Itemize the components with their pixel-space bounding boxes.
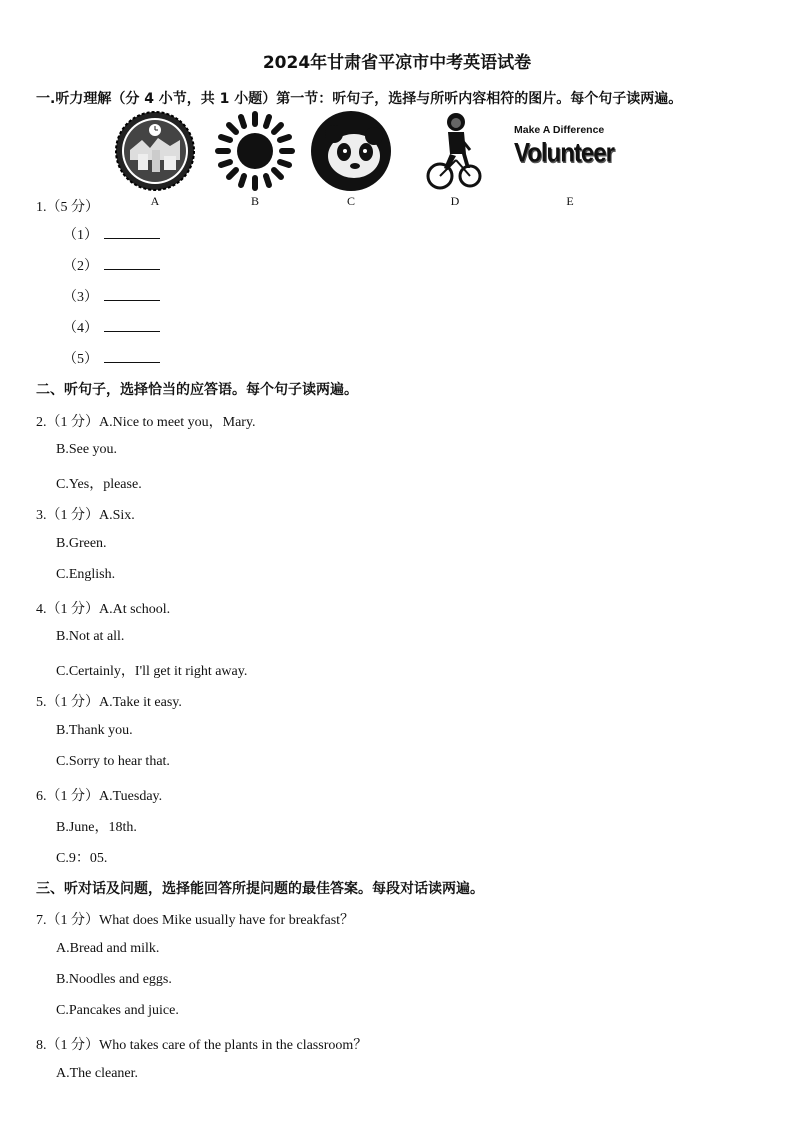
question-6-stem: 6.（1 分）A.Tuesday. (36, 789, 163, 804)
logo-tagline: Make A Difference (514, 124, 605, 136)
answer-blank[interactable] (104, 226, 160, 239)
picture-c (310, 110, 392, 208)
question-3-option-b: B.Green. (56, 536, 107, 551)
question-1-sub-5 (63, 348, 160, 368)
question-5-option-c: C.Sorry to hear that. (56, 754, 170, 769)
question-1-sub-2 (63, 255, 160, 275)
picture-c-label: C (346, 194, 355, 208)
question-5-option-b: B.Thank you. (56, 723, 133, 738)
question-4-option-c: C.Certainly，I'll get it right away. (56, 664, 248, 679)
globe-clock-icon (114, 110, 196, 192)
question-3-option-c: C.English. (56, 567, 116, 582)
question-6-option-c: C.9：05. (56, 851, 108, 866)
question-7-option-b: B.Noodles and eggs. (56, 972, 172, 987)
section-heading-listening: 一.听力理解（分 4 小节，共 1 小题）第一节：听句子，选择与所听内容相符的图片。每个句子读两遍。 (36, 91, 683, 107)
sub-label: （5） (63, 352, 98, 367)
logo-word: Volunteer (514, 138, 614, 169)
answer-blank[interactable] (104, 350, 160, 363)
question-7-stem: 7.（1 分）What does Mike usually have for breakfast？ (36, 913, 355, 928)
question-6-option-b: B.June，18th. (56, 820, 137, 835)
picture-a-label: A (150, 194, 160, 208)
cyclist-icon (426, 110, 482, 192)
question-8-option-a: A.The cleaner. (56, 1066, 139, 1081)
question-1-sub-3 (63, 286, 160, 306)
sub-label: （2） (63, 259, 98, 274)
question-4-option-b: B.Not at all. (56, 629, 125, 644)
sun-icon (214, 110, 296, 192)
picture-row (110, 110, 630, 212)
picture-b-label: B (250, 194, 259, 208)
section-heading-responses: 二、听句子，选择恰当的应答语。每个句子读两遍。 (36, 382, 358, 398)
question-2-option-c: C.Yes，please. (56, 477, 142, 492)
question-7-option-c: C.Pancakes and juice. (56, 1003, 179, 1018)
sub-label: （3） (63, 290, 98, 305)
picture-e-label: E (566, 194, 574, 208)
question-1-stem: 1.（5 分） (36, 200, 99, 215)
question-5-stem: 5.（1 分）A.Take it easy. (36, 695, 182, 710)
question-8-stem: 8.（1 分）Who takes care of the plants in the classroom？ (36, 1038, 368, 1053)
sub-label: （4） (63, 321, 98, 336)
question-1-sub-1 (63, 224, 160, 244)
question-2-stem: 2.（1 分）A.Nice to meet you，Mary. (36, 415, 256, 430)
page-title: 2024年甘肃省平凉市中考英语试卷 (262, 53, 532, 73)
answer-blank[interactable] (104, 257, 160, 270)
picture-d-label: D (450, 194, 460, 208)
picture-d (426, 110, 482, 208)
question-2-option-b: B.See you. (56, 442, 118, 457)
picture-a (114, 110, 196, 208)
question-7-option-a: A.Bread and milk. (56, 941, 160, 956)
panda-icon (310, 110, 392, 192)
volunteer-logo-icon (514, 110, 630, 190)
answer-blank[interactable] (104, 319, 160, 332)
section-heading-dialogues: 三、听对话及问题，选择能回答所提问题的最佳答案。每段对话读两遍。 (36, 881, 484, 897)
question-4-stem: 4.（1 分）A.At school. (36, 602, 171, 617)
question-3-stem: 3.（1 分）A.Six. (36, 508, 135, 523)
picture-e (514, 110, 630, 208)
question-1-sub-4 (63, 317, 160, 337)
sub-label: （1） (63, 228, 98, 243)
answer-blank[interactable] (104, 288, 160, 301)
picture-b (214, 110, 296, 208)
